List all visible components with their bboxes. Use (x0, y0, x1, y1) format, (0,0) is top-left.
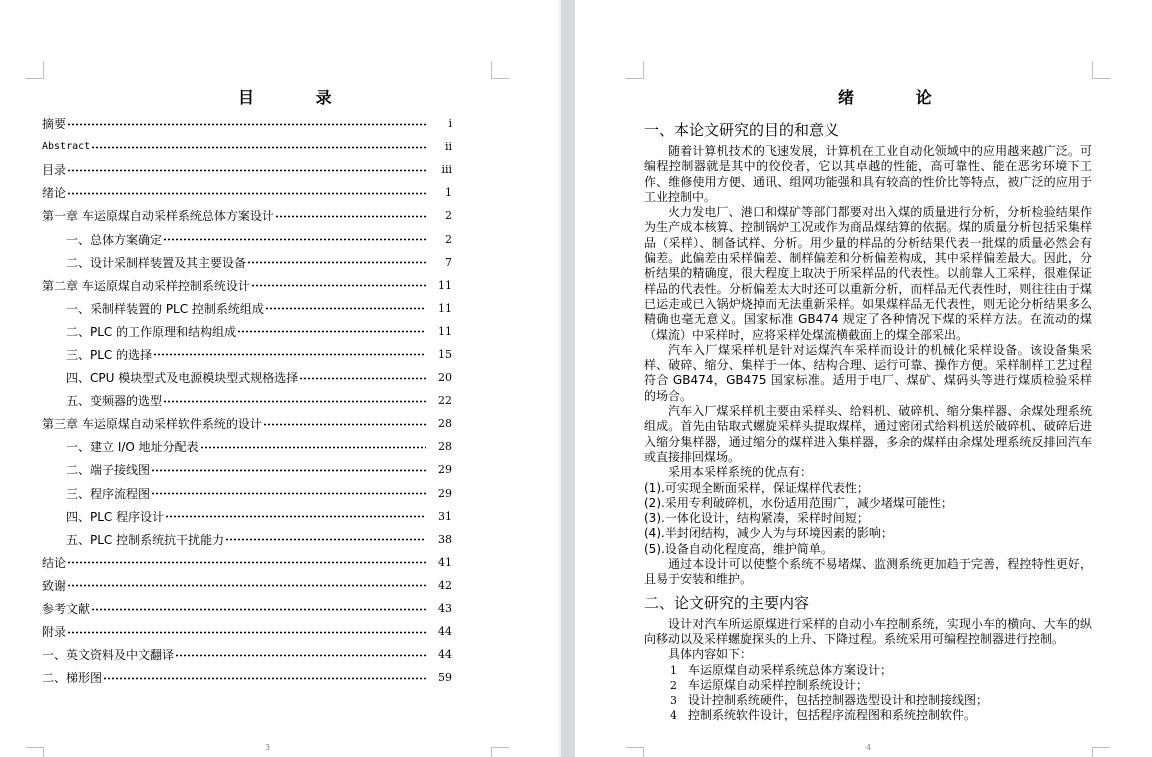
toc-entry-page: 28 (438, 440, 452, 454)
toc-entry[interactable] (42, 112, 452, 135)
toc-entry-page: 29 (438, 463, 452, 477)
advantage-item: (1).可实现全断面采样，保证煤样代表性； (644, 480, 869, 495)
toc-entry[interactable] (42, 389, 452, 412)
toc-entry-page: 44 (438, 625, 452, 639)
toc-entry-page: 29 (438, 486, 452, 500)
corner-mark-top-left (26, 61, 44, 79)
toc-leader-dots (153, 348, 426, 360)
toc-entry[interactable] (42, 227, 452, 250)
corner-mark-bottom-left (26, 747, 44, 757)
chapter-body (644, 120, 1092, 724)
toc-entry-label: 致谢 (42, 578, 67, 593)
section-heading: 一、本论文研究的目的和意义 (644, 121, 840, 139)
toc-entry-page: 28 (438, 417, 452, 431)
toc-entry-label: 摘要 (42, 117, 67, 132)
toc-entry-page: 1 (445, 186, 452, 200)
toc-leader-dots (91, 603, 426, 615)
toc-entry[interactable] (42, 505, 452, 528)
content-item (644, 663, 1092, 678)
toc-entry-page: 43 (438, 602, 452, 616)
toc-entry[interactable] (42, 643, 452, 666)
toc-entry[interactable] (42, 482, 452, 505)
content-item (644, 693, 1092, 708)
toc-leader-dots (91, 141, 426, 153)
toc-entry-label: 目录 (42, 163, 67, 178)
toc-entry-label: 二、PLC 的工作原理和结构组成 (66, 324, 237, 339)
paragraph: 火力发电厂、港口和煤矿等部门都要对出入煤的质量进行分析，分析检验结果作为生产成本核算、控制锅炉工况或作为商品煤结算的依据。煤的质量分析包括采集样品（采样）、制备试样、分析。用少量的样品的分析结果代表一批煤的质量必然会有偏差。此偏差由采样偏差、制样偏差和分析偏差构成，其中采样偏差最大。因此，分析结果的精确度，很大程度上取决于所采样品的代表性。以前靠人工采样，很难保证样品的代表性。分析偏差太大时还可以重新分析，而样品无代表性时，则往往由于煤已运走或已入锅炉烧掉而无法重新采样。如果煤样品无代表性，则无论分析结果多么精确也毫无意义。国家标准 GB474 规定了各种情况下煤的采样方法。在流动的煤（煤流）中采样时，应将采样处煤流横截面上的煤全部采出。 (644, 205, 1092, 342)
toc-entry[interactable] (42, 412, 452, 435)
toc-leader-dots (67, 579, 426, 591)
toc-entry[interactable] (42, 274, 452, 297)
toc-leader-dots (165, 510, 426, 522)
toc-entry-page: 31 (438, 509, 452, 523)
paragraph: 采用本采样系统的优点有： (668, 465, 813, 480)
toc-entry-page: 59 (438, 671, 452, 685)
toc-entry-page: 11 (438, 324, 452, 338)
toc-entry[interactable] (42, 343, 452, 366)
toc-entry-label: 五、PLC 控制系统抗干扰能力 (66, 532, 225, 547)
toc-entry[interactable] (42, 458, 452, 481)
item-text: 设计控制系统硬件，包括控制器选型设计和控制接线图； (688, 693, 989, 708)
toc-entry-page: 11 (438, 301, 452, 315)
item-number: 3 (670, 694, 677, 708)
corner-mark-top-left (626, 61, 644, 79)
item-number: 1 (670, 663, 677, 677)
toc-entry-label: 第一章 车运原煤自动采样系统总体方案设计 (42, 209, 274, 224)
item-number: 2 (670, 678, 677, 692)
toc-leader-dots (200, 441, 426, 453)
toc-leader-dots (67, 187, 426, 199)
corner-mark-bottom-right (1092, 747, 1110, 757)
toc-entry-label: Abstract (42, 141, 91, 153)
page-number: 3 (265, 743, 271, 752)
item-text: 车运原煤自动采样控制系统设计； (688, 677, 869, 692)
corner-mark-bottom-right (491, 747, 509, 757)
advantage-item: (5).设备自动化程度高，维护简单。 (644, 541, 833, 556)
toc-entry-label: 三、PLC 的选择 (66, 347, 153, 362)
toc-entry-page: 2 (445, 232, 452, 246)
toc-entry-label: 一、总体方案确定 (66, 232, 163, 247)
toc-entry-label: 参考文献 (42, 602, 91, 617)
toc-entry-page: 7 (445, 255, 452, 269)
toc-leader-dots (263, 418, 426, 430)
toc-entry[interactable] (42, 158, 452, 181)
toc-entry-page: 41 (438, 555, 452, 569)
toc-leader-dots (299, 372, 426, 384)
toc-leader-dots (237, 325, 426, 337)
toc-entry-label: 五、变频器的选型 (66, 394, 163, 409)
toc-entry[interactable] (42, 366, 452, 389)
toc-entry[interactable] (42, 320, 452, 343)
document-page-left (0, 0, 558, 757)
toc-entry-label: 二、设计采制样装置及其主要设备 (66, 255, 247, 270)
section-heading: 二、论文研究的主要内容 (644, 593, 810, 612)
chapter-title: 绪 论 (838, 88, 960, 107)
advantage-item: (2).采用专利破碎机，水份适用范围广，减少堵煤可能性； (644, 495, 953, 510)
toc-entry-page: 38 (438, 532, 452, 546)
toc-entry-page: 15 (438, 347, 452, 361)
toc-entry-label: 四、PLC 程序设计 (66, 509, 165, 524)
toc-leader-dots (163, 233, 426, 245)
toc-entry-label: 附录 (42, 625, 67, 640)
toc-entry-page: i (448, 117, 452, 131)
toc-entry[interactable] (42, 620, 452, 643)
toc-leader-dots (247, 256, 426, 268)
toc-entry[interactable] (42, 251, 452, 274)
toc-entry-page: ii (444, 140, 452, 154)
toc-entry-label: 四、CPU 模块型式及电源模块型式规格选择 (66, 371, 299, 386)
toc-entry[interactable] (42, 551, 452, 574)
corner-mark-top-right (491, 61, 509, 79)
toc-entry-label: 第二章 车运原煤自动采样控制系统设计 (42, 278, 250, 293)
toc-entry-label: 一、建立 I/O 地址分配表 (66, 440, 199, 455)
toc-entry-page: 42 (438, 578, 452, 592)
table-of-contents (42, 112, 452, 689)
toc-entry-page: iii (441, 163, 452, 177)
content-item (644, 708, 1092, 723)
toc-entry-page: 20 (438, 371, 452, 385)
toc-leader-dots (251, 279, 426, 291)
toc-entry-page: 2 (445, 209, 452, 223)
paragraph: 汽车入厂煤采样机主要由采样头、给料机、破碎机、缩分集样器、余煤处理系统组成。首先由钻取式螺旋采样头提取煤样，通过密闭式给料机送於破碎机、破碎后进入缩分集样器，通过缩分的煤样进入集样器，多余的煤样由余煤处理系统反排回汽车或直接排回煤场。 (644, 404, 1092, 464)
toc-leader-dots (67, 164, 426, 176)
toc-entry-page: 11 (438, 278, 452, 292)
toc-entry-label: 一、英文资料及中文翻译 (42, 648, 175, 663)
corner-mark-bottom-left (626, 747, 644, 757)
toc-entry[interactable] (42, 435, 452, 458)
item-number: 4 (670, 709, 677, 723)
toc-entry-page: 22 (438, 394, 452, 408)
toc-entry-label: 结论 (42, 555, 67, 570)
toc-entry-label: 二、梯形图 (42, 671, 103, 686)
toc-leader-dots (151, 464, 426, 476)
toc-entry-label: 一、采制样装置的 PLC 控制系统组成 (66, 301, 264, 316)
toc-entry[interactable] (42, 135, 452, 158)
content-item (644, 678, 1092, 693)
toc-entry[interactable] (42, 528, 452, 551)
paragraph: 通过本设计可以使整个系统不易堵煤、监测系统更加趋于完善，程控特性更好，且易于安装和维护。 (644, 557, 1092, 587)
corner-mark-top-right (1092, 61, 1110, 79)
toc-entry[interactable] (42, 666, 452, 689)
toc-leader-dots (163, 395, 426, 407)
toc-leader-dots (151, 487, 426, 499)
toc-entry[interactable] (42, 597, 452, 620)
toc-leader-dots (103, 672, 426, 684)
item-text: 车运原煤自动采样系统总体方案设计； (688, 662, 893, 677)
toc-entry-label: 第三章 车运原煤自动采样软件系统的设计 (42, 417, 262, 432)
toc-entry[interactable] (42, 204, 452, 227)
paragraph: 具体内容如下： (668, 647, 753, 662)
toc-leader-dots (225, 533, 426, 545)
item-text: 控制系统软件设计，包括程序流程图和系统控制软件。 (688, 708, 977, 723)
advantage-item: (4).半封闭结构，减少人为与环境因素的影响； (644, 526, 893, 541)
toc-leader-dots (67, 626, 426, 638)
toc-entry[interactable] (42, 574, 452, 597)
toc-entry-label: 二、端子接线图 (66, 463, 151, 478)
toc-entry-page: 44 (438, 648, 452, 662)
paragraph: 随着计算机技术的飞速发展，计算机在工业自动化领域中的应用越来越广泛。可编程控制器就是其中的佼佼者，它以其卓越的性能，高可靠性、能在恶劣环境下工作、维修使用方便、通讯、组网功能强和具有较高的性价比等特点，被广泛的应用于工业控制中。 (644, 144, 1092, 204)
page-separator (561, 0, 575, 757)
toc-entry[interactable] (42, 181, 452, 204)
paragraph: 汽车入厂煤采样机是针对运煤汽车采样而设计的机械化采样设备。该设备集采样、破碎、缩分、集样于一体、结构合理、运行可靠、操作方便。采样制样工艺过程符合 GB474，GB475 国家标准。适用于电厂、煤矿、煤码头等进行煤质检验采样的场合。 (644, 342, 1092, 403)
paragraph: 设计对汽车所运原煤进行采样的自动小车控制系统，实现小车的横向、大车的纵向移动以及采样螺旋探头的上升、下降过程。系统采用可编程控制器进行控制。 (644, 616, 1092, 646)
toc-leader-dots (67, 118, 426, 130)
toc-leader-dots (67, 556, 426, 568)
advantage-item: (3).一体化设计，结构紧凑，采样时间短； (644, 511, 869, 526)
toc-leader-dots (275, 210, 426, 222)
toc-entry-label: 三、程序流程图 (66, 486, 151, 501)
toc-entry-label: 绪论 (42, 186, 67, 201)
toc-leader-dots (175, 649, 426, 661)
page-number: 4 (866, 743, 872, 752)
toc-title: 目 录 (238, 88, 360, 107)
toc-entry[interactable] (42, 297, 452, 320)
toc-leader-dots (265, 302, 426, 314)
